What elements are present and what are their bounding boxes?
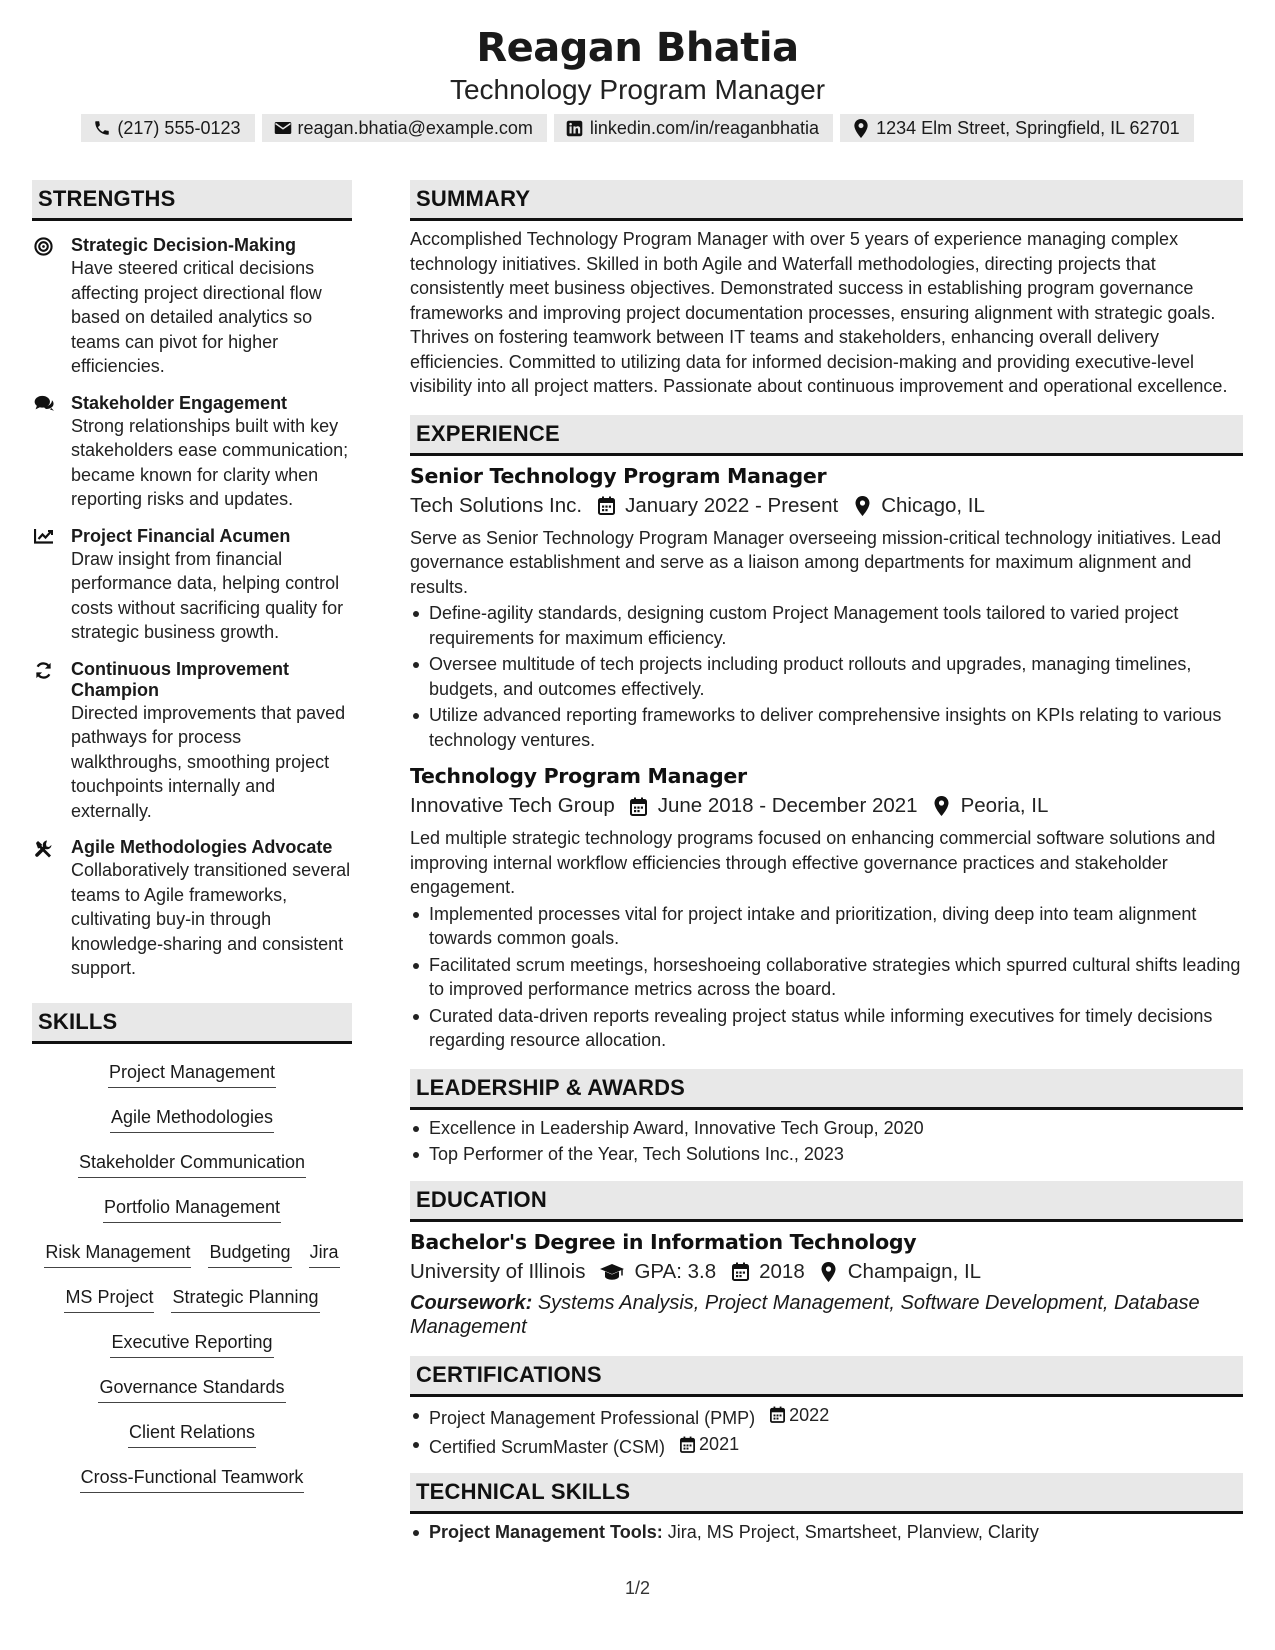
job-company: Innovative Tech Group (410, 794, 615, 817)
skill-tag: Project Management (108, 1060, 276, 1088)
awards-list (410, 1116, 1243, 1167)
coursework-list: Systems Analysis, Project Management, Software Development, Database Management (410, 1291, 1200, 1338)
technical-skill-label: Project Management Tools: (429, 1522, 663, 1542)
skill-tag: Governance Standards (98, 1375, 285, 1403)
job-entry (410, 463, 1243, 753)
contact-bar (0, 114, 1275, 142)
technical-skill-value: Jira, MS Project, Smartsheet, Planview, Clarity (667, 1522, 1039, 1542)
email-text: reagan.bhatia@example.com (297, 117, 533, 138)
job-bullets (410, 601, 1243, 752)
phone-icon (93, 119, 111, 137)
coursework-label: Coursework: (410, 1291, 533, 1314)
resume-header (0, 22, 1275, 106)
strength-title: Strategic Decision-Making (71, 235, 297, 255)
skill-tag: MS Project (64, 1285, 154, 1313)
graduation-year: 2018 (759, 1259, 805, 1283)
calendar-icon (596, 496, 616, 516)
job-meta (410, 493, 1243, 519)
strength-desc: Strong relationships built with key stakeholders ease communication; became known for clarity when reporting risks and updates. (71, 415, 349, 509)
job-description: Led multiple strategic technology programs focused on enhancing commercial software solutions and improving internal workflow efficiencies through effective governance practices and stakeholder engagement. (410, 828, 1216, 897)
coursework (410, 1291, 1243, 1339)
skill-row (110, 1105, 274, 1150)
job-bullet: Facilitated scrum meetings, horseshoeing collaborative strategies which spurred cultural shifts leading to improved performance metrics across the board. (410, 953, 1243, 1002)
certification-item (410, 1403, 1243, 1430)
job-bullet: Define-agility standards, designing custom Project Management tools tailored to varied project requirements for maximum efficiency. (410, 601, 1243, 650)
calendar-icon (770, 1406, 785, 1423)
skill-row (80, 1465, 305, 1510)
skill-tag: Client Relations (128, 1420, 256, 1448)
address-text: 1234 Elm Street, Springfield, IL 62701 (876, 117, 1180, 138)
award-item: Excellence in Leadership Award, Innovative Tech Group, 2020 (410, 1116, 1243, 1141)
envelope-icon (274, 119, 292, 137)
linkedin-text: linkedin.com/in/reaganbhatia (589, 117, 820, 138)
candidate-title: Technology Program Manager (449, 74, 826, 105)
education-meta (410, 1259, 1243, 1285)
strength-item (32, 393, 352, 512)
strengths-heading: STRENGTHS (32, 180, 352, 221)
school-name: University of Illinois (410, 1259, 586, 1283)
job-meta (410, 793, 1243, 819)
skill-tag: Jira (309, 1240, 340, 1268)
job-bullet: Implemented processes vital for project intake and prioritization, diving deep into team alignment towards common goals. (410, 902, 1243, 951)
tools-icon (34, 839, 54, 859)
degree-title: Bachelor's Degree in Information Technology (410, 1229, 917, 1254)
graduation-cap-icon (599, 1262, 625, 1282)
skill-tag: Strategic Planning (171, 1285, 319, 1313)
strength-item (32, 526, 352, 645)
job-entry (410, 763, 1243, 1053)
contact-email[interactable] (262, 114, 547, 142)
award-item: Top Performer of the Year, Tech Solutions Inc., 2023 (410, 1142, 1243, 1167)
linkedin-icon (566, 119, 584, 137)
right-column (410, 180, 1243, 1545)
chart-line-icon (34, 528, 54, 548)
skill-tag: Risk Management (44, 1240, 191, 1268)
skill-row (64, 1285, 319, 1330)
map-marker-icon (852, 119, 870, 137)
skill-tag: Cross-Functional Teamwork (80, 1465, 305, 1493)
strength-desc: Have steered critical decisions affecting project directional flow based on detailed analytics so teams can pivot for higher efficiencies. (71, 258, 322, 376)
job-company: Tech Solutions Inc. (410, 493, 583, 517)
job-title: Technology Program Manager (410, 764, 747, 788)
skill-tag: Stakeholder Communication (78, 1150, 306, 1178)
skills-list (32, 1060, 352, 1510)
contact-phone[interactable] (81, 114, 254, 142)
job-bullet: Curated data-driven reports revealing project status while informing executives for timely decisions regarding resource allocation. (410, 1004, 1243, 1053)
job-dates: June 2018 - December 2021 (657, 794, 918, 817)
strengths-list (32, 235, 352, 981)
target-icon (34, 237, 54, 257)
skill-row (110, 1330, 273, 1375)
calendar-icon (629, 796, 649, 816)
certification-year: 2021 (699, 1433, 740, 1454)
gpa: GPA: 3.8 (634, 1259, 717, 1283)
page-number: 1/2 (624, 1578, 651, 1598)
certification-name: Certified ScrumMaster (CSM) (429, 1436, 666, 1457)
contact-address[interactable] (840, 114, 1194, 142)
certifications-list (410, 1403, 1243, 1460)
calendar-icon (730, 1262, 750, 1282)
technical-skills-heading: TECHNICAL SKILLS (410, 1473, 1243, 1514)
technical-skills-list (410, 1520, 1243, 1545)
comments-icon (34, 395, 54, 415)
calendar-icon (680, 1436, 695, 1453)
sync-icon (34, 661, 54, 681)
map-marker-icon (852, 496, 872, 516)
summary-text: Accomplished Technology Program Manager with over 5 years of experience managing complex technology initiatives. Skilled in both Agile and Waterfall methodologies, directing projects that consistently meet business objectives. Demonstrated success in establishing program governance frameworks and improving project documentation processes, ensuring alignment with strategic goals. Thrives on fostering teamwork between IT teams and stakeholders, enhancing overall delivery efficiencies. Committed to utilizing data for informed decision-making and providing executive-level visibility into all project matters. Passionate about continuous improvement and operational excellence. (410, 229, 1228, 396)
strength-item (32, 837, 352, 981)
skill-tag: Agile Methodologies (110, 1105, 274, 1133)
left-column (32, 180, 352, 1510)
job-description: Serve as Senior Technology Program Manager overseeing mission-critical technology initiatives. Lead governance establishment and serve as a liaison among departments for maximum alignment and results. (410, 527, 1222, 597)
strength-item (32, 659, 352, 824)
strength-desc: Directed improvements that paved pathways for process walkthroughs, smoothing project touchpoints internally and externally. (71, 702, 346, 821)
job-bullet: Oversee multitude of tech projects including product rollouts and upgrades, managing timelines, budgets, and outcomes effectively. (410, 652, 1243, 701)
education-heading: EDUCATION (410, 1181, 1243, 1222)
job-dates: January 2022 - Present (625, 493, 839, 517)
experience-heading: EXPERIENCE (410, 415, 1243, 456)
skill-row (108, 1060, 276, 1105)
job-title: Senior Technology Program Manager (410, 463, 827, 488)
education-entry (410, 1229, 1243, 1339)
school-location: Champaign, IL (847, 1259, 982, 1283)
job-location: Chicago, IL (881, 493, 985, 517)
summary-heading: SUMMARY (410, 180, 1243, 221)
certifications-heading: CERTIFICATIONS (410, 1356, 1243, 1397)
strength-item (32, 235, 352, 379)
strength-desc: Draw insight from financial performance data, helping control costs without sacrificing quality for strategic business growth. (71, 548, 344, 642)
skill-row (103, 1195, 281, 1240)
skill-tag: Budgeting (208, 1240, 291, 1268)
contact-linkedin[interactable] (554, 114, 833, 142)
map-marker-icon (819, 1262, 839, 1282)
strength-title: Project Financial Acumen (71, 525, 291, 546)
job-location: Peoria, IL (960, 794, 1049, 817)
job-bullets (410, 902, 1243, 1053)
certification-date (770, 1403, 829, 1428)
certification-item (410, 1432, 1243, 1459)
skill-row (98, 1375, 285, 1420)
strength-desc: Collaboratively transitioned several teams to Agile frameworks, cultivating buy-in through knowledge-sharing and consistent support. (71, 860, 351, 978)
skill-row (128, 1420, 256, 1465)
strength-title: Agile Methodologies Advocate (71, 837, 333, 857)
job-bullet: Utilize advanced reporting frameworks to deliver comprehensive insights on KPIs relating to various technology ventures. (410, 703, 1243, 752)
map-marker-icon (932, 796, 952, 816)
skill-row (44, 1240, 339, 1285)
awards-heading: LEADERSHIP & AWARDS (410, 1069, 1243, 1110)
skills-heading: SKILLS (32, 1003, 352, 1044)
skill-tag: Executive Reporting (110, 1330, 273, 1358)
phone-text: (217) 555-0123 (117, 117, 241, 138)
strength-title: Stakeholder Engagement (71, 392, 288, 413)
strength-title: Continuous Improvement Champion (71, 658, 290, 700)
certification-year: 2022 (789, 1404, 830, 1425)
certification-name: Project Management Professional (PMP) (429, 1407, 756, 1428)
skill-row (78, 1150, 306, 1195)
technical-skill-item (410, 1520, 1243, 1545)
certification-date (680, 1432, 739, 1457)
candidate-name: Reagan Bhatia (476, 25, 799, 71)
skill-tag: Portfolio Management (103, 1195, 281, 1223)
